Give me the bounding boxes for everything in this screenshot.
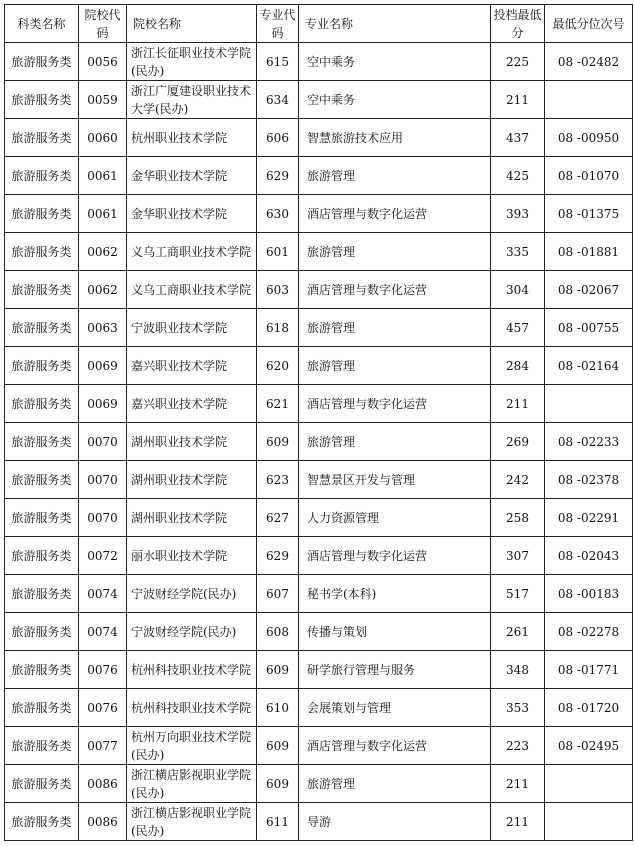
cell-major-name: 导游	[299, 803, 491, 841]
cell-major-code: 603	[257, 271, 299, 309]
cell-category: 旅游服务类	[5, 575, 79, 613]
cell-category: 旅游服务类	[5, 119, 79, 157]
cell-school-code: 0069	[79, 347, 127, 385]
cell-major-code: 601	[257, 233, 299, 271]
table-row	[5, 803, 633, 841]
cell-min-score: 307	[491, 537, 545, 575]
table-header-row	[5, 5, 633, 43]
table-row	[5, 233, 633, 271]
cell-major-code: 611	[257, 803, 299, 841]
cell-major-name: 旅游管理	[299, 347, 491, 385]
table-row	[5, 613, 633, 651]
table-row	[5, 385, 633, 423]
cell-school-code: 0063	[79, 309, 127, 347]
cell-school-name: 宁波财经学院(民办)	[127, 575, 257, 613]
cell-school-name: 杭州职业技术学院	[127, 119, 257, 157]
table-row	[5, 347, 633, 385]
cell-min-score: 348	[491, 651, 545, 689]
cell-major-code: 606	[257, 119, 299, 157]
cell-min-score: 211	[491, 765, 545, 803]
table-row	[5, 537, 633, 575]
cell-min-score: 335	[491, 233, 545, 271]
cell-min-rank: 08 -02291	[545, 499, 633, 537]
cell-school-name: 浙江长征职业技术学院(民办)	[127, 43, 257, 81]
cell-major-code: 627	[257, 499, 299, 537]
cell-major-code: 621	[257, 385, 299, 423]
header-min-rank: 最低分位次号	[545, 5, 633, 43]
cell-min-rank: 08 -00183	[545, 575, 633, 613]
header-min-score: 投档最低分	[491, 5, 545, 43]
cell-category: 旅游服务类	[5, 233, 79, 271]
cell-major-code: 607	[257, 575, 299, 613]
cell-min-rank: 08 -02278	[545, 613, 633, 651]
cell-school-code: 0069	[79, 385, 127, 423]
cell-school-code: 0056	[79, 43, 127, 81]
cell-major-name: 酒店管理与数字化运营	[299, 727, 491, 765]
cell-school-name: 湖州职业技术学院	[127, 461, 257, 499]
header-major-name: 专业名称	[299, 5, 491, 43]
table-row	[5, 499, 633, 537]
cell-category: 旅游服务类	[5, 309, 79, 347]
cell-min-score: 242	[491, 461, 545, 499]
cell-min-rank: 08 -02043	[545, 537, 633, 575]
cell-category: 旅游服务类	[5, 651, 79, 689]
cell-school-name: 丽水职业技术学院	[127, 537, 257, 575]
cell-category: 旅游服务类	[5, 537, 79, 575]
cell-min-score: 225	[491, 43, 545, 81]
cell-school-code: 0061	[79, 195, 127, 233]
cell-min-rank: 08 -01375	[545, 195, 633, 233]
cell-school-code: 0061	[79, 157, 127, 195]
cell-min-score: 223	[491, 727, 545, 765]
cell-min-rank: 08 -01881	[545, 233, 633, 271]
cell-school-name: 浙江横店影视职业学院(民办)	[127, 803, 257, 841]
cell-major-code: 615	[257, 43, 299, 81]
cell-min-rank	[545, 385, 633, 423]
cell-school-code: 0086	[79, 765, 127, 803]
cell-major-code: 610	[257, 689, 299, 727]
cell-school-code: 0070	[79, 499, 127, 537]
cell-major-code: 630	[257, 195, 299, 233]
cell-major-name: 旅游管理	[299, 423, 491, 461]
cell-school-code: 0086	[79, 803, 127, 841]
cell-min-rank: 08 -02495	[545, 727, 633, 765]
cell-school-name: 金华职业技术学院	[127, 157, 257, 195]
table-body	[5, 43, 633, 841]
cell-major-name: 旅游管理	[299, 765, 491, 803]
cell-school-name: 义乌工商职业技术学院	[127, 233, 257, 271]
table-row	[5, 575, 633, 613]
cell-min-score: 353	[491, 689, 545, 727]
cell-min-score: 284	[491, 347, 545, 385]
cell-major-name: 空中乘务	[299, 81, 491, 119]
cell-min-score: 211	[491, 81, 545, 119]
table-row	[5, 423, 633, 461]
cell-min-rank	[545, 765, 633, 803]
cell-category: 旅游服务类	[5, 157, 79, 195]
cell-min-score: 393	[491, 195, 545, 233]
cell-school-name: 杭州科技职业技术学院	[127, 689, 257, 727]
table-row	[5, 651, 633, 689]
cell-major-name: 秘书学(本科)	[299, 575, 491, 613]
cell-major-code: 609	[257, 765, 299, 803]
cell-category: 旅游服务类	[5, 803, 79, 841]
cell-school-name: 杭州万向职业技术学院(民办)	[127, 727, 257, 765]
cell-min-rank	[545, 803, 633, 841]
cell-major-code: 634	[257, 81, 299, 119]
cell-school-name: 宁波职业技术学院	[127, 309, 257, 347]
cell-major-name: 智慧景区开发与管理	[299, 461, 491, 499]
cell-min-score: 517	[491, 575, 545, 613]
cell-min-score: 269	[491, 423, 545, 461]
cell-min-rank: 08 -01720	[545, 689, 633, 727]
cell-category: 旅游服务类	[5, 195, 79, 233]
cell-major-name: 酒店管理与数字化运营	[299, 271, 491, 309]
cell-school-code: 0074	[79, 613, 127, 651]
cell-min-rank	[545, 81, 633, 119]
cell-min-score: 437	[491, 119, 545, 157]
cell-min-score: 457	[491, 309, 545, 347]
cell-school-code: 0076	[79, 651, 127, 689]
cell-major-name: 酒店管理与数字化运营	[299, 195, 491, 233]
cell-school-name: 杭州科技职业技术学院	[127, 651, 257, 689]
cell-major-code: 608	[257, 613, 299, 651]
table-row	[5, 309, 633, 347]
table-row	[5, 157, 633, 195]
cell-school-name: 义乌工商职业技术学院	[127, 271, 257, 309]
table-row	[5, 689, 633, 727]
cell-school-code: 0072	[79, 537, 127, 575]
header-major-code: 专业代码	[257, 5, 299, 43]
cell-category: 旅游服务类	[5, 765, 79, 803]
cell-major-name: 旅游管理	[299, 233, 491, 271]
cell-major-code: 618	[257, 309, 299, 347]
cell-school-code: 0060	[79, 119, 127, 157]
table-row	[5, 271, 633, 309]
cell-school-name: 宁波财经学院(民办)	[127, 613, 257, 651]
cell-min-rank: 08 -01771	[545, 651, 633, 689]
cell-min-rank: 08 -02482	[545, 43, 633, 81]
cell-min-rank: 08 -02164	[545, 347, 633, 385]
cell-major-name: 研学旅行管理与服务	[299, 651, 491, 689]
cell-school-name: 湖州职业技术学院	[127, 423, 257, 461]
cell-major-name: 酒店管理与数字化运营	[299, 537, 491, 575]
cell-min-score: 258	[491, 499, 545, 537]
cell-school-code: 0070	[79, 461, 127, 499]
cell-major-name: 人力资源管理	[299, 499, 491, 537]
cell-min-rank: 08 -00755	[545, 309, 633, 347]
cell-school-code: 0070	[79, 423, 127, 461]
cell-school-name: 嘉兴职业技术学院	[127, 347, 257, 385]
cell-school-code: 0077	[79, 727, 127, 765]
cell-major-code: 609	[257, 727, 299, 765]
cell-major-code: 629	[257, 157, 299, 195]
cell-min-rank: 08 -02378	[545, 461, 633, 499]
cell-major-name: 酒店管理与数字化运营	[299, 385, 491, 423]
table-row	[5, 195, 633, 233]
table-row	[5, 81, 633, 119]
cell-school-name: 嘉兴职业技术学院	[127, 385, 257, 423]
cell-major-code: 623	[257, 461, 299, 499]
cell-min-rank: 08 -02067	[545, 271, 633, 309]
table-row	[5, 727, 633, 765]
cell-major-code: 620	[257, 347, 299, 385]
cell-major-name: 会展策划与管理	[299, 689, 491, 727]
cell-school-name: 浙江广厦建设职业技术大学(民办)	[127, 81, 257, 119]
cell-min-score: 211	[491, 385, 545, 423]
header-category: 科类名称	[5, 5, 79, 43]
cell-major-name: 空中乘务	[299, 43, 491, 81]
table-row	[5, 43, 633, 81]
cell-min-rank: 08 -00950	[545, 119, 633, 157]
cell-school-code: 0062	[79, 233, 127, 271]
cell-category: 旅游服务类	[5, 613, 79, 651]
cell-category: 旅游服务类	[5, 461, 79, 499]
cell-major-name: 旅游管理	[299, 309, 491, 347]
cell-major-code: 609	[257, 423, 299, 461]
cell-category: 旅游服务类	[5, 499, 79, 537]
cell-min-rank: 08 -01070	[545, 157, 633, 195]
cell-school-code: 0076	[79, 689, 127, 727]
cell-school-name: 金华职业技术学院	[127, 195, 257, 233]
cell-category: 旅游服务类	[5, 81, 79, 119]
cell-min-score: 261	[491, 613, 545, 651]
header-school-name: 院校名称	[127, 5, 257, 43]
header-school-code: 院校代码	[79, 5, 127, 43]
cell-school-code: 0062	[79, 271, 127, 309]
cell-category: 旅游服务类	[5, 43, 79, 81]
cell-min-score: 425	[491, 157, 545, 195]
table-row	[5, 119, 633, 157]
cell-major-name: 旅游管理	[299, 157, 491, 195]
cell-major-code: 629	[257, 537, 299, 575]
table-row	[5, 461, 633, 499]
cell-category: 旅游服务类	[5, 271, 79, 309]
cell-major-code: 609	[257, 651, 299, 689]
cell-school-name: 浙江横店影视职业学院(民办)	[127, 765, 257, 803]
cell-category: 旅游服务类	[5, 727, 79, 765]
cell-min-rank: 08 -02233	[545, 423, 633, 461]
admission-score-table	[4, 4, 633, 841]
cell-min-score: 211	[491, 803, 545, 841]
cell-school-code: 0059	[79, 81, 127, 119]
cell-category: 旅游服务类	[5, 689, 79, 727]
cell-category: 旅游服务类	[5, 347, 79, 385]
cell-category: 旅游服务类	[5, 385, 79, 423]
cell-min-score: 304	[491, 271, 545, 309]
cell-school-code: 0074	[79, 575, 127, 613]
table-row	[5, 765, 633, 803]
cell-category: 旅游服务类	[5, 423, 79, 461]
cell-major-name: 智慧旅游技术应用	[299, 119, 491, 157]
cell-major-name: 传播与策划	[299, 613, 491, 651]
cell-school-name: 湖州职业技术学院	[127, 499, 257, 537]
